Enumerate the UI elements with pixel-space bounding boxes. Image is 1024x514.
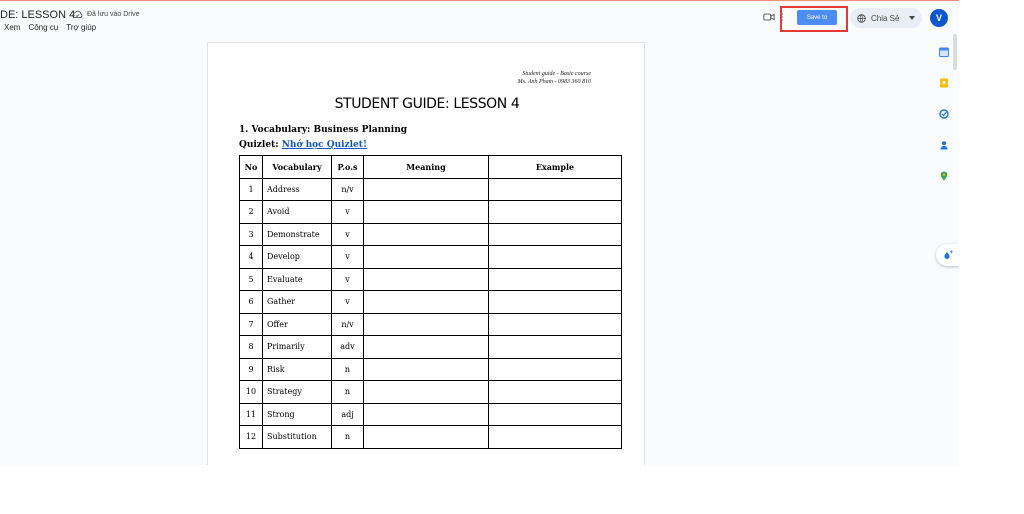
table-row: [240, 291, 622, 314]
share-button[interactable]: [850, 8, 922, 28]
column-header-no: No: [240, 156, 263, 179]
cell-no: 3: [240, 223, 263, 246]
cell-meaning[interactable]: [364, 268, 489, 291]
cell-no: 6: [240, 291, 263, 314]
cell-no: 11: [240, 403, 263, 426]
cell-no: 1: [240, 178, 263, 201]
cell-vocabulary: Gather: [263, 291, 332, 314]
header-note-line: Student guide - Basic course: [522, 71, 591, 77]
vocabulary-table: [239, 155, 622, 449]
cell-pos: n/v: [332, 178, 364, 201]
cell-meaning[interactable]: [364, 426, 489, 449]
section-title: 1. Vocabulary: Business Planning: [239, 125, 408, 135]
document-page[interactable]: [207, 42, 645, 465]
cell-vocabulary: Demonstrate: [263, 223, 332, 246]
cell-no: 12: [240, 426, 263, 449]
video-call-icon[interactable]: [763, 12, 775, 22]
cell-example[interactable]: [489, 336, 622, 359]
cell-meaning[interactable]: [364, 358, 489, 381]
cell-vocabulary: Offer: [263, 313, 332, 336]
cell-vocabulary: Develop: [263, 246, 332, 269]
cell-vocabulary: Risk: [263, 358, 332, 381]
scrollbar[interactable]: [953, 34, 957, 70]
document-title[interactable]: DE: LESSON 4: [0, 9, 76, 21]
sparkle-icon: [942, 249, 954, 261]
table-row: [240, 426, 622, 449]
cell-meaning[interactable]: [364, 246, 489, 269]
cell-no: 9: [240, 358, 263, 381]
cell-pos: v: [332, 201, 364, 224]
calendar-icon[interactable]: [939, 47, 949, 57]
table-row: [240, 268, 622, 291]
cell-example[interactable]: [489, 268, 622, 291]
cell-meaning[interactable]: [364, 313, 489, 336]
cell-no: 8: [240, 336, 263, 359]
cell-no: 7: [240, 313, 263, 336]
chevron-down-icon[interactable]: [909, 16, 915, 20]
cell-vocabulary: Primarily: [263, 336, 332, 359]
cell-no: 10: [240, 381, 263, 404]
column-header-meaning: Meaning: [364, 156, 489, 179]
cell-example[interactable]: [489, 291, 622, 314]
cell-example[interactable]: [489, 246, 622, 269]
cell-pos: adj: [332, 403, 364, 426]
cell-meaning[interactable]: [364, 381, 489, 404]
cell-no: 5: [240, 268, 263, 291]
column-header-example: Example: [489, 156, 622, 179]
table-header-row: [240, 156, 622, 179]
top-accent-line: [0, 0, 959, 1]
cell-no: 2: [240, 201, 263, 224]
header-note-line: Ms. Anh Pham - 0983 360 810: [517, 79, 591, 85]
cell-vocabulary: Strategy: [263, 381, 332, 404]
table-row: [240, 178, 622, 201]
document-heading: STUDENT GUIDE: LESSON 4: [334, 96, 520, 112]
cell-pos: n/v: [332, 313, 364, 336]
table-row: [240, 201, 622, 224]
cell-meaning[interactable]: [364, 336, 489, 359]
globe-icon: [857, 14, 866, 23]
table-row: [240, 403, 622, 426]
table-row: [240, 336, 622, 359]
column-header-vocabulary: Vocabulary: [263, 156, 332, 179]
cell-meaning[interactable]: [364, 178, 489, 201]
menu-bar: [4, 23, 96, 32]
menu-item-tools[interactable]: Công cụ: [28, 23, 59, 32]
save-status[interactable]: [72, 10, 140, 19]
table-row: [240, 381, 622, 404]
cell-pos: v: [332, 268, 364, 291]
maps-icon[interactable]: [939, 171, 949, 181]
table-row: [240, 223, 622, 246]
quizlet-label: Quizlet:: [239, 140, 279, 150]
menu-item-view[interactable]: Xem: [4, 23, 21, 32]
tasks-icon[interactable]: [939, 109, 949, 119]
cell-example[interactable]: [489, 178, 622, 201]
cell-meaning[interactable]: [364, 223, 489, 246]
contacts-icon[interactable]: [939, 140, 949, 150]
cell-meaning[interactable]: [364, 403, 489, 426]
cell-vocabulary: Address: [263, 178, 332, 201]
assist-button[interactable]: [936, 244, 959, 266]
cell-vocabulary: Avoid: [263, 201, 332, 224]
cell-pos: v: [332, 246, 364, 269]
menu-item-help[interactable]: Trợ giúp: [66, 23, 97, 32]
cell-pos: n: [332, 358, 364, 381]
share-button-label: Chia Sẻ: [871, 13, 900, 23]
cell-pos: v: [332, 291, 364, 314]
keep-icon[interactable]: [939, 78, 949, 88]
cell-example[interactable]: [489, 223, 622, 246]
cell-meaning[interactable]: [364, 201, 489, 224]
cell-pos: adv: [332, 336, 364, 359]
cell-vocabulary: Strong: [263, 403, 332, 426]
cell-pos: v: [332, 223, 364, 246]
cell-example[interactable]: [489, 381, 622, 404]
save-status-label: Đã lưu vào Drive: [87, 11, 140, 18]
quizlet-link[interactable]: Nhớ học Quizlet!: [281, 140, 367, 150]
cell-example[interactable]: [489, 201, 622, 224]
cloud-done-icon: [72, 10, 83, 19]
quizlet-line: [239, 140, 367, 150]
cell-example[interactable]: [489, 313, 622, 336]
cell-no: 4: [240, 246, 263, 269]
cell-meaning[interactable]: [364, 291, 489, 314]
cell-pos: n: [332, 426, 364, 449]
table-row: [240, 313, 622, 336]
save-to-button[interactable]: Save to: [797, 10, 837, 25]
table-row: [240, 358, 622, 381]
column-header-pos: P.o.s: [332, 156, 364, 179]
avatar[interactable]: V: [930, 9, 948, 27]
cell-example[interactable]: [489, 358, 622, 381]
header-note: [518, 70, 591, 86]
cell-vocabulary: Evaluate: [263, 268, 332, 291]
table-row: [240, 246, 622, 269]
cell-example[interactable]: [489, 403, 622, 426]
cell-vocabulary: Substitution: [263, 426, 332, 449]
cell-pos: n: [332, 381, 364, 404]
cell-example[interactable]: [489, 426, 622, 449]
